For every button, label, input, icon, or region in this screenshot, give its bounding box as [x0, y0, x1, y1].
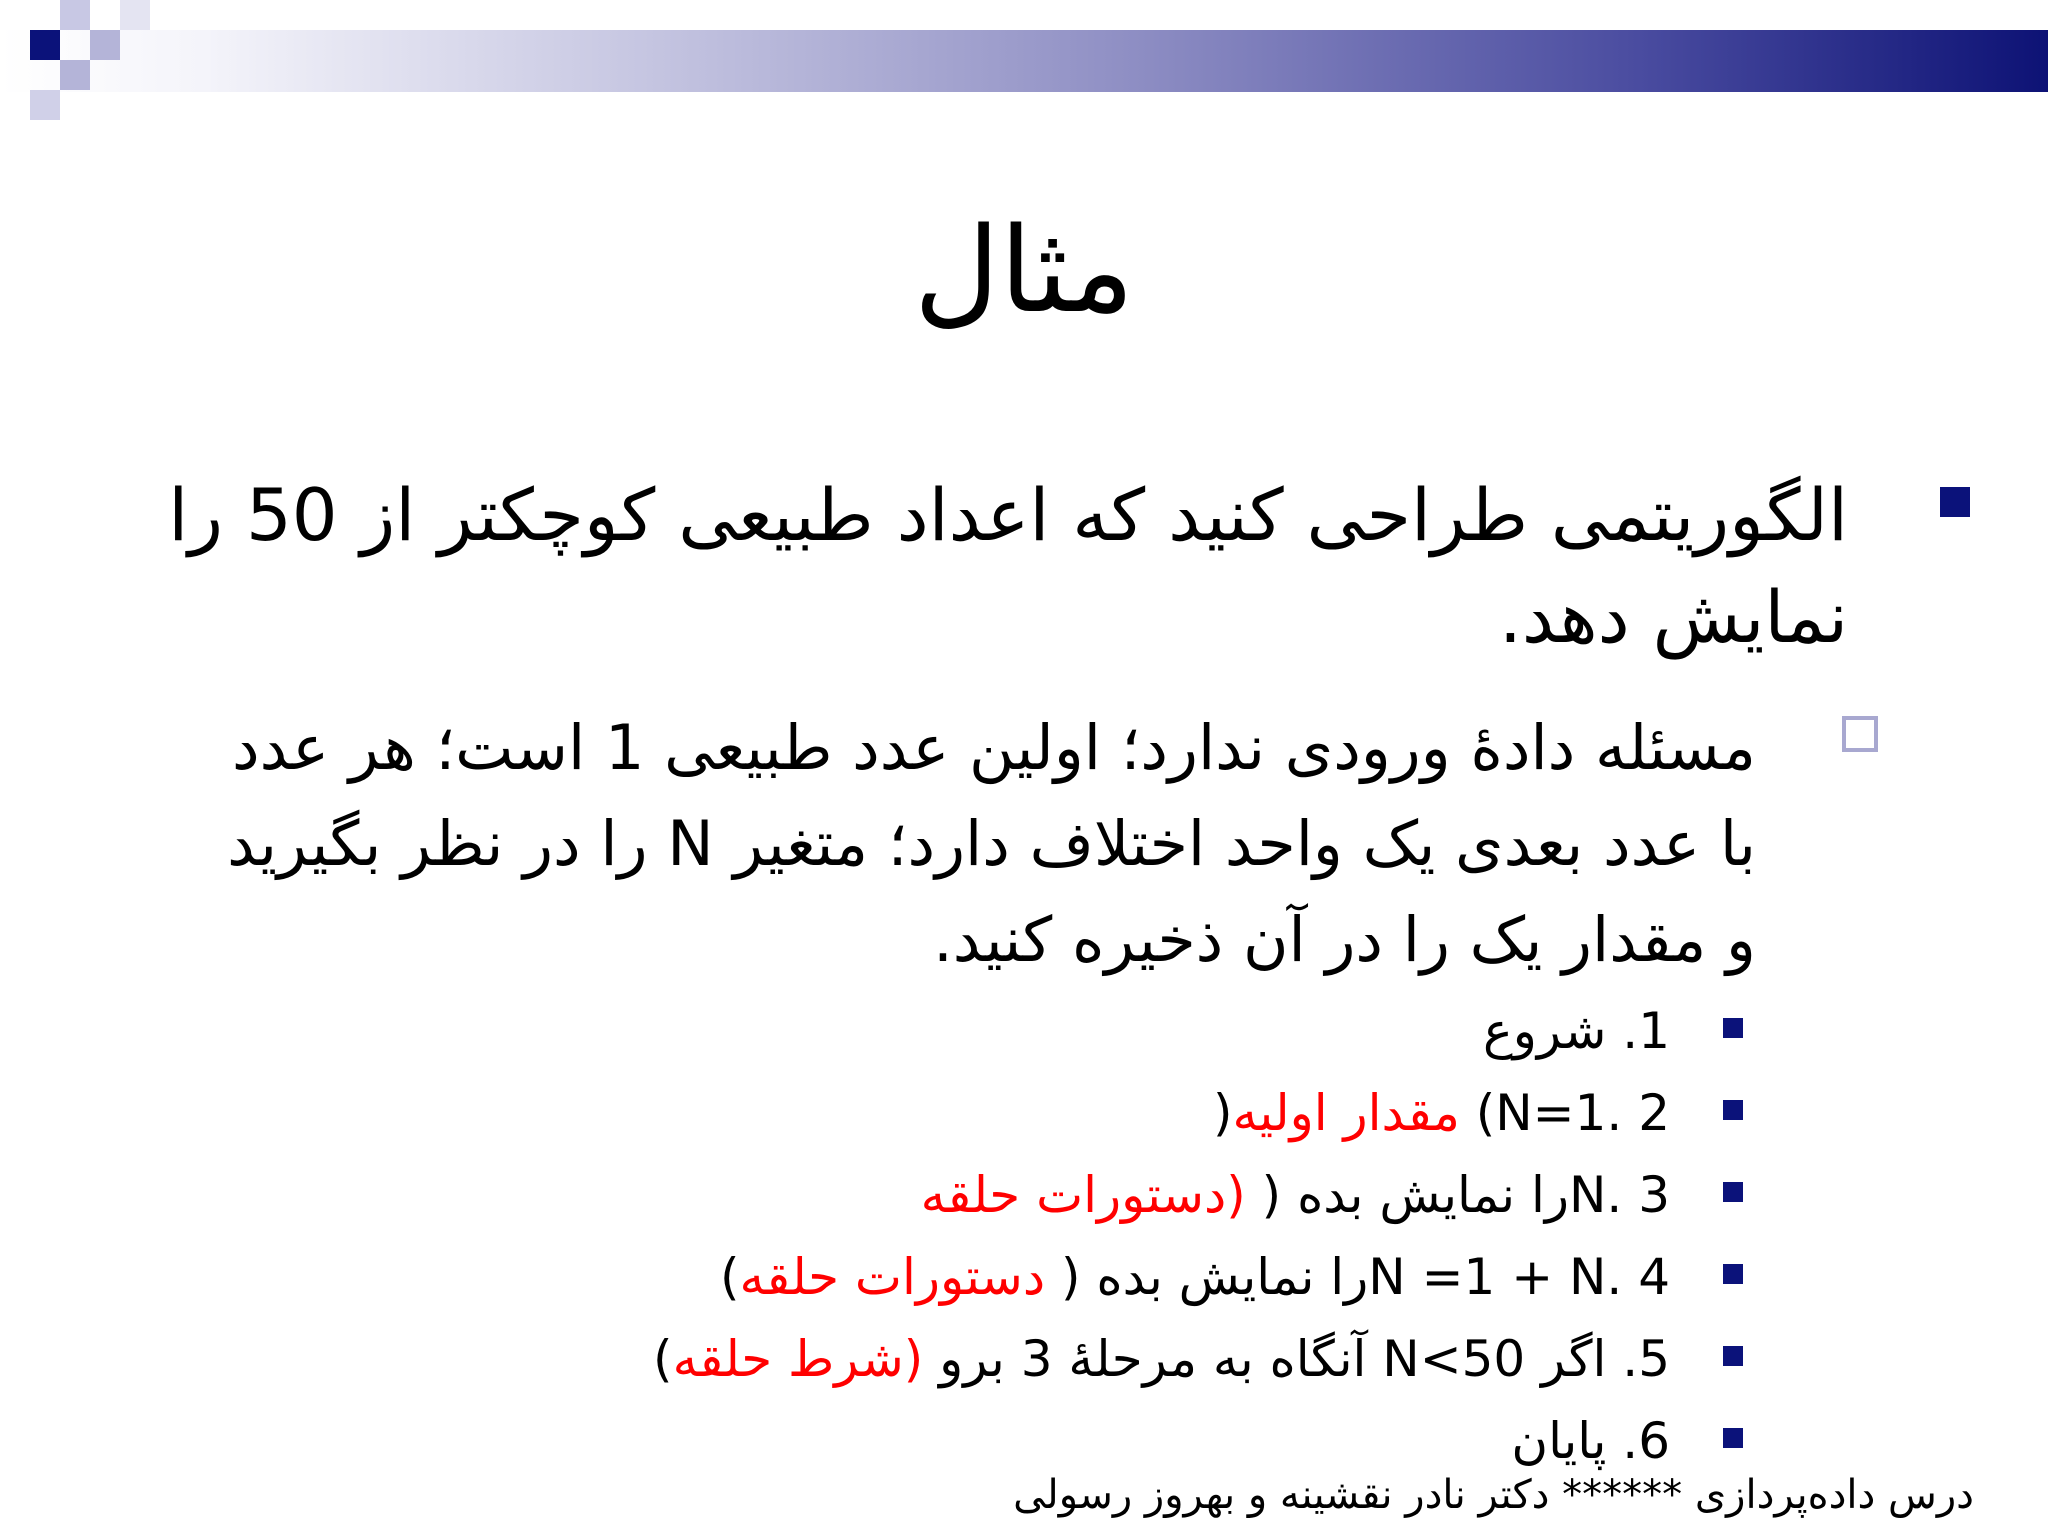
step-text: 2 .N=1) مقدار اولیه(	[1212, 1084, 1670, 1142]
step-text: 3 .Nرا نمایش بده ( (دستورات حلقه	[920, 1166, 1670, 1224]
step-note: دستورات حلقه	[739, 1248, 1046, 1306]
slide-footer: درس داده‌پردازی ****** دکتر نادر نقشینه و بهروز رسولی	[1013, 1472, 1974, 1518]
logo-square	[90, 30, 120, 60]
sub-bullet-text: مسئله دادۀ ورودی ندارد؛ اولین عدد طبیعی 1 است؛ هر عدد با عدد بعدی یک واحد اختلاف دارد؛ متغیر N را در نظر بگیرید و مقدار یک را در آن ذخیره کنید.	[227, 711, 1756, 976]
bullet-square-icon	[1723, 1182, 1743, 1202]
bullet-square-icon	[1723, 1100, 1743, 1120]
list-item	[0, 1236, 2048, 1318]
step-note: مقدار اولیه	[1232, 1084, 1460, 1142]
bullet-square-icon	[1723, 1264, 1743, 1284]
logo-square	[60, 60, 90, 90]
title-banner	[0, 30, 2048, 92]
main-bullet-text: الگوریتمی طراحی کنید که اعداد طبیعی کوچکتر از 50 را نمایش دهد.	[168, 473, 1848, 659]
step-note: (شرط حلقه	[672, 1330, 924, 1388]
list-item	[0, 1154, 2048, 1236]
step-note: (دستورات حلقه	[920, 1166, 1246, 1224]
logo-square	[60, 0, 90, 30]
slide-title: مثال	[913, 201, 1135, 339]
list-item	[0, 990, 2048, 1072]
list-item	[0, 1318, 2048, 1400]
logo-square	[120, 0, 150, 30]
bullet-square-icon	[1940, 487, 1970, 517]
logo-square-dark	[30, 30, 60, 60]
algorithm-steps-list	[0, 990, 2048, 1482]
step-text: 6. پایان	[1511, 1412, 1670, 1470]
logo-square	[30, 90, 60, 120]
bullet-square-icon	[1723, 1428, 1743, 1448]
step-text: 1. شروع	[1482, 1002, 1670, 1060]
step-text: 5. اگر N<50 آنگاه به مرحلۀ 3 برو (شرط حلقه)	[653, 1330, 1670, 1388]
hollow-square-bullet-icon	[1842, 716, 1878, 752]
bullet-square-icon	[1723, 1346, 1743, 1366]
list-item	[0, 1072, 2048, 1154]
bullet-square-icon	[1723, 1018, 1743, 1038]
step-text: 4 .N =1 + Nرا نمایش بده ( دستورات حلقه)	[719, 1248, 1670, 1306]
